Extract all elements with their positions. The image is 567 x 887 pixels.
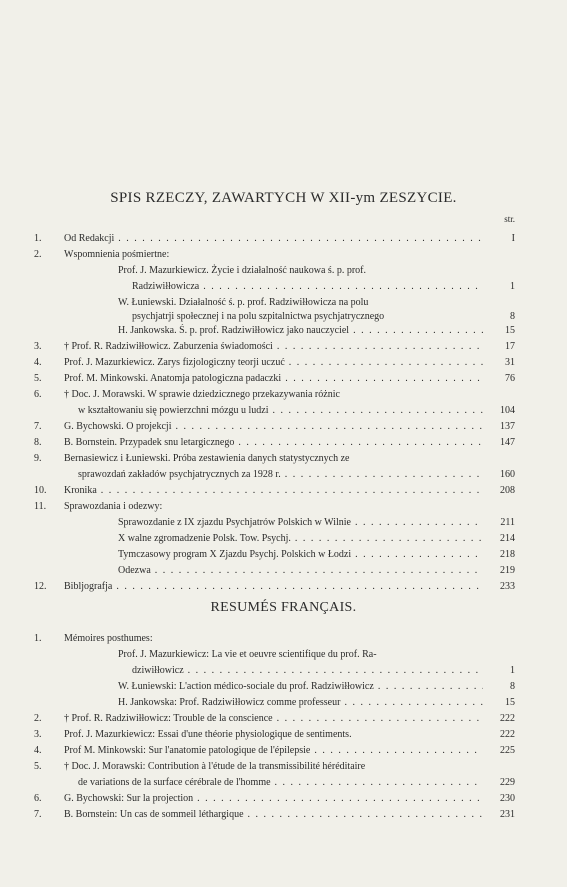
entry-title: Prof. J. Mazurkiewicz: Essai d'une théorie physiologique de sentiments. bbox=[64, 729, 352, 740]
entry-title: Odezwa . . . bbox=[118, 564, 483, 578]
entry-title: Od Redakcji . . . bbox=[64, 232, 483, 246]
entry-title: Prof. J. Mazurkiewicz: La vie et oeuvre scientifique du prof. Ra- bbox=[118, 649, 377, 660]
toc-entry bbox=[0, 296, 567, 310]
entry-title: Sprawozdanie z IX zjazdu Psychjatrów Polskich w Wilnie . . . bbox=[118, 516, 483, 530]
toc-entry bbox=[0, 264, 567, 278]
toc-entry bbox=[0, 468, 567, 482]
entry-page-number: 222 bbox=[500, 729, 515, 740]
entry-title: G. Bychowski: Sur la projection . . . bbox=[64, 792, 483, 806]
toc-entry bbox=[0, 564, 567, 578]
toc-entry bbox=[0, 728, 567, 742]
toc-entry bbox=[0, 484, 567, 498]
entry-number: 6. bbox=[34, 389, 42, 400]
toc-entry bbox=[0, 388, 567, 402]
entry-number: 12. bbox=[34, 581, 47, 592]
entry-title: Prof. J. Mazurkiewicz. Zarys fizjologiczny teorji uczuć . . . bbox=[64, 356, 483, 370]
entry-page-number: 229 bbox=[500, 777, 515, 788]
toc-entry bbox=[0, 580, 567, 594]
entry-title: Kronika . . . bbox=[64, 484, 483, 498]
toc-entry bbox=[0, 280, 567, 294]
entry-page-number: 104 bbox=[500, 405, 515, 416]
toc-entry bbox=[0, 310, 567, 324]
entry-number: 3. bbox=[34, 341, 42, 352]
toc-entry bbox=[0, 664, 567, 678]
entry-number: 2. bbox=[34, 249, 42, 260]
entry-title: Bibljografja . . . bbox=[64, 580, 483, 594]
entry-page-number: 15 bbox=[505, 697, 515, 708]
toc-entry bbox=[0, 372, 567, 386]
entry-page-number: 160 bbox=[500, 469, 515, 480]
entry-number: 5. bbox=[34, 373, 42, 384]
entry-number: 5. bbox=[34, 761, 42, 772]
toc-entry bbox=[0, 696, 567, 710]
entry-number: 1. bbox=[34, 233, 42, 244]
entry-page-number: 1 bbox=[510, 665, 515, 676]
entry-page-number: 230 bbox=[500, 793, 515, 804]
toc-entry bbox=[0, 808, 567, 822]
toc-entry bbox=[0, 420, 567, 434]
entry-page-number: 1 bbox=[510, 281, 515, 292]
entry-page-number: 222 bbox=[500, 713, 515, 724]
toc-entry bbox=[0, 744, 567, 758]
entry-page-number: 8 bbox=[510, 311, 515, 322]
toc-entry bbox=[0, 232, 567, 246]
toc-entry bbox=[0, 760, 567, 774]
toc-entry bbox=[0, 452, 567, 466]
page-column-label: str. bbox=[504, 214, 515, 224]
toc-entry bbox=[0, 548, 567, 562]
toc-entry bbox=[0, 532, 567, 546]
entry-page-number: 17 bbox=[505, 341, 515, 352]
entry-title: B. Bornstein. Przypadek snu letargicznego . . . bbox=[64, 436, 483, 450]
entry-page-number: 211 bbox=[500, 517, 515, 528]
entry-title: Bernasiewicz i Łuniewski. Próba zestawienia danych statystycznych ze bbox=[64, 453, 350, 464]
entry-title: dziwiłłowicz . . . bbox=[132, 664, 483, 678]
entry-page-number: 225 bbox=[500, 745, 515, 756]
page-title: SPIS RZECZY, ZAWARTYCH W XII-ym ZESZYCIE. bbox=[110, 190, 457, 206]
toc-entry bbox=[0, 632, 567, 646]
toc-entry bbox=[0, 776, 567, 790]
entry-number: 4. bbox=[34, 745, 42, 756]
entry-title: † Prof. R. Radziwiłłowicz. Zaburzenia świadomości . . . bbox=[64, 340, 483, 354]
entry-title: w kształtowaniu się powierzchni mózgu u ludzi . . . bbox=[78, 404, 483, 418]
entry-title: † Doc. J. Morawski. W sprawie dziedzicznego przekazywania różnic bbox=[64, 389, 340, 400]
entry-number: 9. bbox=[34, 453, 42, 464]
entry-number: 6. bbox=[34, 793, 42, 804]
entry-title: Sprawozdania i odezwy: bbox=[64, 501, 163, 512]
entry-title: de variations de la surface cérébrale de l'homme . . . bbox=[78, 776, 483, 790]
entry-number: 2. bbox=[34, 713, 42, 724]
toc-entry bbox=[0, 680, 567, 694]
entry-title: Wspomnienia pośmiertne: bbox=[64, 249, 170, 260]
section-title-resumes: RESUMÉS FRANÇAIS. bbox=[210, 600, 357, 615]
entry-title: Prof. J. Mazurkiewicz. Życie i działalność naukowa ś. p. prof. bbox=[118, 265, 366, 276]
entry-title: G. Bychowski. O projekcji . . . bbox=[64, 420, 483, 434]
entry-title: Tymczasowy program X Zjazdu Psychj. Polskich w Łodzi . . . bbox=[118, 548, 483, 562]
toc-entry bbox=[0, 516, 567, 530]
entry-title: B. Bornstein: Un cas de sommeil léthargique . . . bbox=[64, 808, 483, 822]
entry-page-number: 208 bbox=[500, 485, 515, 496]
entry-title: † Prof. R. Radziwiłłowicz: Trouble de la conscience . . . bbox=[64, 712, 483, 726]
entry-title: X walne zgromadzenie Polsk. Tow. Psychj. . . . bbox=[118, 532, 483, 546]
entry-title: H. Jankowska: Prof. Radziwiłłowicz comme professeur . . . bbox=[118, 696, 483, 710]
entry-number: 7. bbox=[34, 421, 42, 432]
toc-entry bbox=[0, 792, 567, 806]
entry-number: 4. bbox=[34, 357, 42, 368]
entry-number: 10. bbox=[34, 485, 47, 496]
entry-page-number: 219 bbox=[500, 565, 515, 576]
toc-entry bbox=[0, 500, 567, 514]
entry-title: Radziwiłłowicza . . . bbox=[132, 280, 483, 294]
toc-entry bbox=[0, 324, 567, 338]
entry-page-number: 214 bbox=[500, 533, 515, 544]
entry-page-number: I bbox=[511, 233, 515, 244]
entry-page-number: 147 bbox=[500, 437, 515, 448]
toc-entry bbox=[0, 404, 567, 418]
entry-title: W. Łuniewski: L'action médico-sociale du prof. Radziwiłłowicz . . . bbox=[118, 680, 483, 694]
entry-page-number: 31 bbox=[505, 357, 515, 368]
entry-page-number: 8 bbox=[510, 681, 515, 692]
toc-entry bbox=[0, 248, 567, 262]
entry-number: 3. bbox=[34, 729, 42, 740]
entry-number: 11. bbox=[34, 501, 47, 512]
entry-title: Prof M. Minkowski: Sur l'anatomie patologique de l'épilepsie . . . bbox=[64, 744, 483, 758]
entry-number: 8. bbox=[34, 437, 42, 448]
entry-number: 7. bbox=[34, 809, 42, 820]
entry-page-number: 231 bbox=[500, 809, 515, 820]
entry-title: psychjatrji społecznej i na polu szpitalnictwa psychjatrycznego bbox=[132, 311, 385, 322]
entry-page-number: 137 bbox=[500, 421, 515, 432]
entry-title: sprawozdań zakładów psychjatrycznych za 1928 r. . . . bbox=[78, 468, 483, 482]
entry-page-number: 15 bbox=[505, 325, 515, 336]
entry-page-number: 218 bbox=[500, 549, 515, 560]
entry-title: Prof. M. Minkowski. Anatomja patologiczna padaczki . . . bbox=[64, 372, 483, 386]
entry-title: † Doc. J. Morawski: Contribution à l'étude de la transmissibilité héréditaire bbox=[64, 761, 366, 772]
toc-entry bbox=[0, 648, 567, 662]
entry-title: W. Łuniewski. Działalność ś. p. prof. Radziwiłłowicza na polu bbox=[118, 297, 369, 308]
entry-page-number: 233 bbox=[500, 581, 515, 592]
toc-entry bbox=[0, 436, 567, 450]
entry-page-number: 76 bbox=[505, 373, 515, 384]
toc-entry bbox=[0, 340, 567, 354]
toc-entry bbox=[0, 356, 567, 370]
entry-title: Mémoires posthumes: bbox=[64, 633, 153, 644]
toc-entry bbox=[0, 712, 567, 726]
entry-title: H. Jankowska. Ś. p. prof. Radziwiłłowicz jako nauczyciel . . . bbox=[118, 324, 483, 338]
entry-number: 1. bbox=[34, 633, 42, 644]
